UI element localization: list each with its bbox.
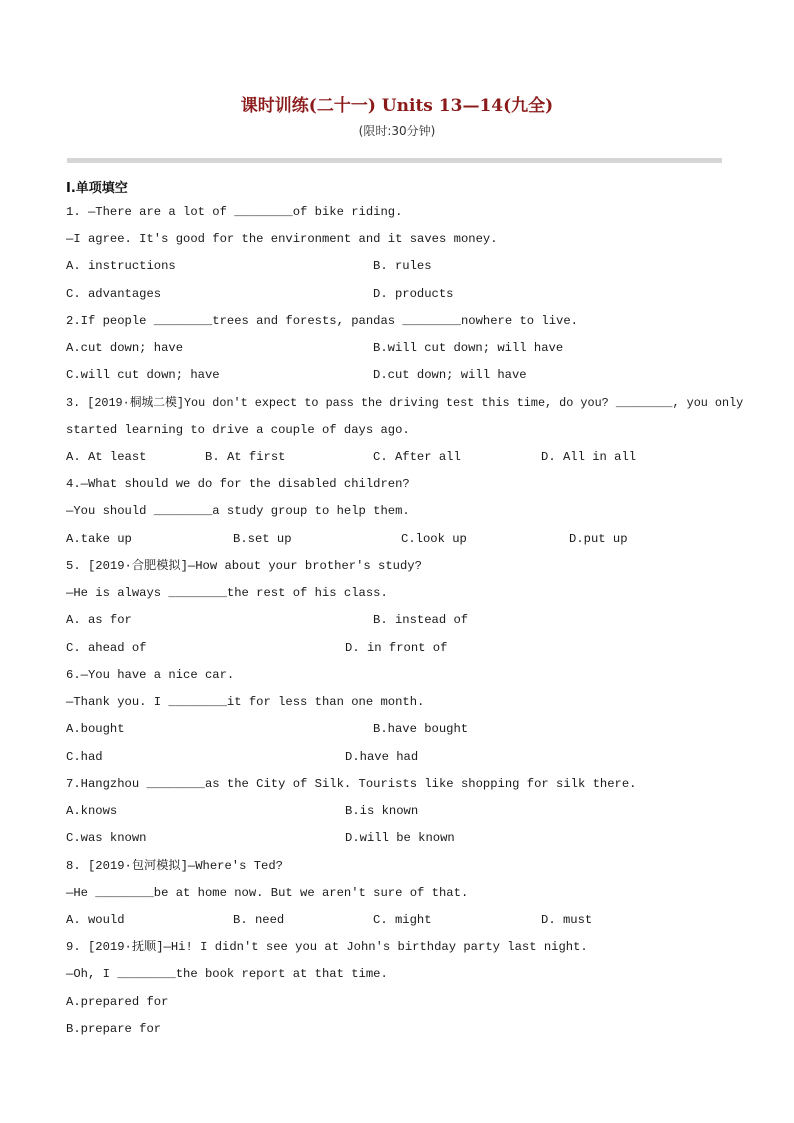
question-4-reply: —You should ________a study group to help them. bbox=[66, 504, 410, 518]
question-4-option-a[interactable]: A.take up bbox=[66, 532, 132, 546]
question-8-stem: 8. [2019·包河模拟]—Where's Ted? bbox=[66, 859, 283, 873]
page-title: 课时训练(二十一) Units 13—14(九全) bbox=[240, 96, 554, 116]
question-9-stem: 9. [2019·抚顺]—Hi! I didn't see you at John's birthday party last night. bbox=[66, 940, 588, 954]
question-4-option-b[interactable]: B.set up bbox=[233, 532, 292, 546]
question-4-option-c[interactable]: C.look up bbox=[401, 532, 467, 546]
question-1-option-a[interactable]: A. instructions bbox=[66, 259, 176, 273]
question-8-option-a[interactable]: A. would bbox=[66, 913, 125, 927]
question-1-option-b[interactable]: B. rules bbox=[373, 259, 432, 273]
question-3-option-a[interactable]: A. At least bbox=[66, 450, 147, 464]
question-2-stem: 2.If people ________trees and forests, pandas ________nowhere to live. bbox=[66, 314, 578, 328]
question-5-option-c[interactable]: C. ahead of bbox=[66, 641, 147, 655]
question-4-stem: 4.—What should we do for the disabled children? bbox=[66, 477, 410, 491]
question-3-stem: 3. [2019·桐城二模]You don't expect to pass the driving test this time, do you? ________, you only bbox=[66, 396, 744, 410]
question-5-option-a[interactable]: A. as for bbox=[66, 613, 132, 627]
question-2-option-a[interactable]: A.cut down; have bbox=[66, 341, 184, 355]
question-7-option-d[interactable]: D.will be known bbox=[345, 831, 455, 845]
question-7-option-b[interactable]: B.is known bbox=[345, 804, 419, 818]
question-3-stem-continued: started learning to drive a couple of days ago. bbox=[66, 423, 410, 437]
question-8-option-d[interactable]: D. must bbox=[541, 913, 593, 927]
question-3-option-b[interactable]: B. At first bbox=[205, 450, 286, 464]
question-2-option-c[interactable]: C.will cut down; have bbox=[66, 368, 220, 382]
question-6-reply: —Thank you. I ________it for less than one month. bbox=[66, 695, 425, 709]
question-1-option-d[interactable]: D. products bbox=[373, 287, 454, 301]
question-6-option-b[interactable]: B.have bought bbox=[373, 722, 469, 736]
question-7-stem: 7.Hangzhou ________as the City of Silk. Tourists like shopping for silk there. bbox=[66, 777, 637, 791]
question-6-option-d[interactable]: D.have had bbox=[345, 750, 419, 764]
question-2-option-b[interactable]: B.will cut down; will have bbox=[373, 341, 564, 355]
question-5-stem: 5. [2019·合肥模拟]—How about your brother's study? bbox=[66, 559, 422, 573]
divider bbox=[67, 158, 722, 163]
question-9-reply: —Oh, I ________the book report at that time. bbox=[66, 967, 388, 981]
question-8-reply: —He ________be at home now. But we aren't sure of that. bbox=[66, 886, 469, 900]
question-8-option-b[interactable]: B. need bbox=[233, 913, 285, 927]
question-1-stem: 1. —There are a lot of ________of bike riding. bbox=[66, 205, 403, 219]
question-7-option-a[interactable]: A.knows bbox=[66, 804, 118, 818]
question-3-option-c[interactable]: C. After all bbox=[373, 450, 461, 464]
question-1-reply: —I agree. It's good for the environment and it saves money. bbox=[66, 232, 498, 246]
question-5-reply: —He is always ________the rest of his class. bbox=[66, 586, 388, 600]
question-2-option-d[interactable]: D.cut down; will have bbox=[373, 368, 527, 382]
question-4-option-d[interactable]: D.put up bbox=[569, 532, 628, 546]
question-5-option-b[interactable]: B. instead of bbox=[373, 613, 469, 627]
question-3-option-d[interactable]: D. All in all bbox=[541, 450, 637, 464]
question-8-option-c[interactable]: C. might bbox=[373, 913, 432, 927]
time-limit: (限时:30分钟) bbox=[358, 124, 436, 138]
section-title: Ⅰ.单项填空 bbox=[66, 181, 128, 196]
question-9-option-a[interactable]: A.prepared for bbox=[66, 995, 169, 1009]
question-6-option-a[interactable]: A.bought bbox=[66, 722, 125, 736]
question-6-stem: 6.—You have a nice car. bbox=[66, 668, 235, 682]
question-9-option-b[interactable]: B.prepare for bbox=[66, 1022, 162, 1036]
question-5-option-d[interactable]: D. in front of bbox=[345, 641, 448, 655]
question-6-option-c[interactable]: C.had bbox=[66, 750, 103, 764]
question-7-option-c[interactable]: C.was known bbox=[66, 831, 147, 845]
question-1-option-c[interactable]: C. advantages bbox=[66, 287, 162, 301]
